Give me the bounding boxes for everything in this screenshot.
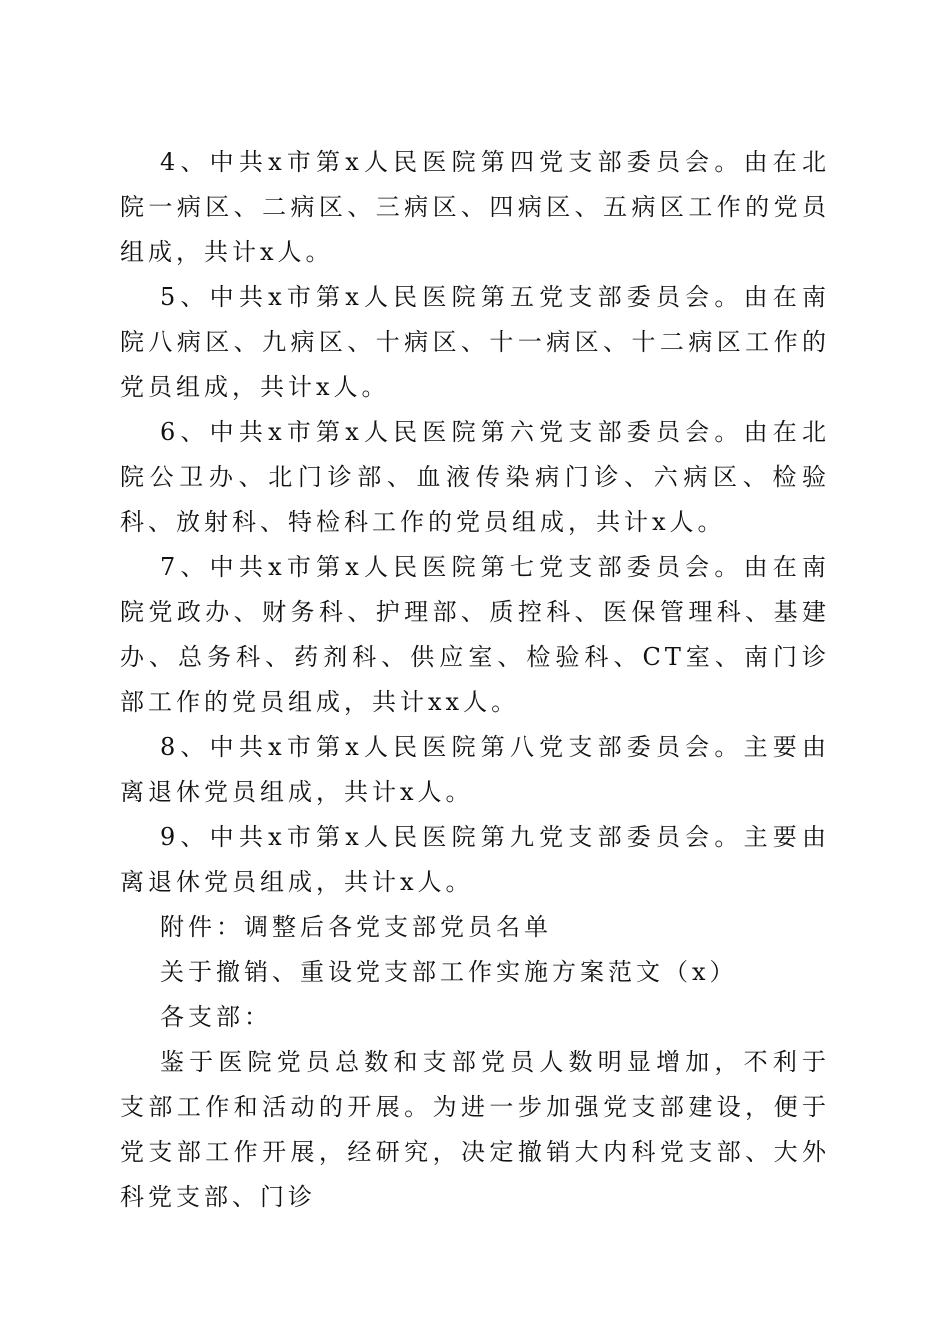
paragraph-branch-9: 9、中共x市第x人民医院第九党支部委员会。主要由离退休党员组成，共计x人。 xyxy=(120,823,830,896)
paragraph-attachment: 附件：调整后各党支部党员名单 xyxy=(160,913,552,941)
paragraph-salutation: 各支部： xyxy=(160,1003,272,1031)
paragraph-body: 鉴于医院党员总数和支部党员人数明显增加，不利于支部工作和活动的开展。为进一步加强党支部建设，便于党支部工作开展，经研究，决定撤销大内科党支部、大外科党支部、门诊 xyxy=(120,1048,830,1211)
document-body xyxy=(120,140,830,1220)
paragraph-branch-4: 4、中共x市第x人民医院第四党支部委员会。由在北院一病区、二病区、三病区、四病区、五病区工作的党员组成，共计x人。 xyxy=(120,148,830,266)
paragraph-section-title: 关于撤销、重设党支部工作实施方案范文（x） xyxy=(160,958,738,986)
paragraph-branch-5: 5、中共x市第x人民医院第五党支部委员会。由在南院八病区、九病区、十病区、十一病区、十二病区工作的党员组成，共计x人。 xyxy=(120,283,830,401)
paragraph-branch-7: 7、中共x市第x人民医院第七党支部委员会。由在南院党政办、财务科、护理部、质控科、医保管理科、基建办、总务科、药剂科、供应室、检验科、CT室、南门诊部工作的党员组成，共计xx人。 xyxy=(120,553,830,716)
paragraph-branch-6: 6、中共x市第x人民医院第六党支部委员会。由在北院公卫办、北门诊部、血液传染病门诊、六病区、检验科、放射科、特检科工作的党员组成，共计x人。 xyxy=(120,418,830,536)
paragraph-branch-8: 8、中共x市第x人民医院第八党支部委员会。主要由离退休党员组成，共计x人。 xyxy=(120,733,830,806)
